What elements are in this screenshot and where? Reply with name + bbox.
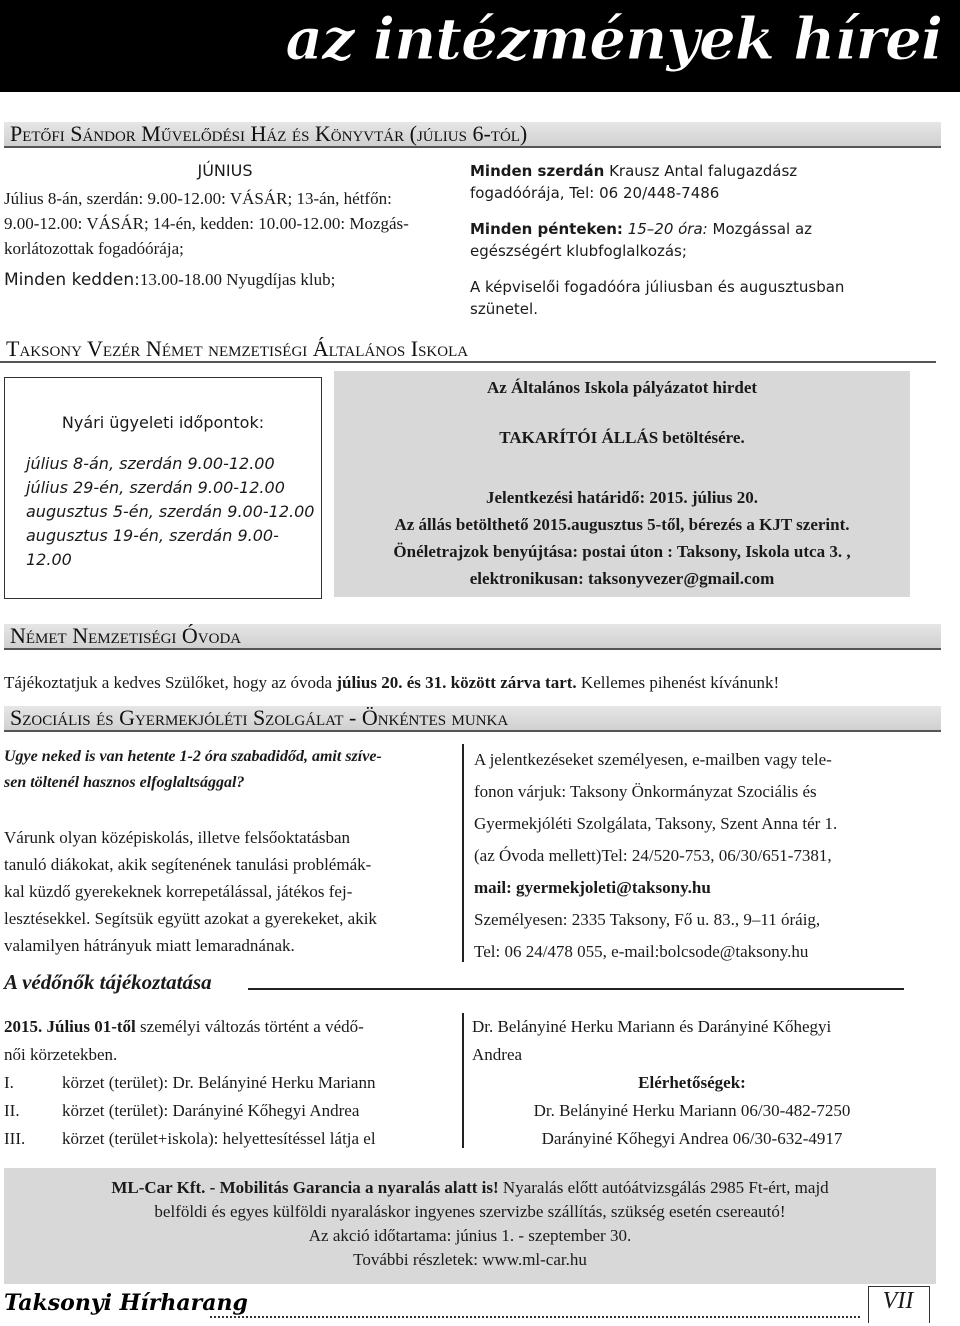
column-divider bbox=[462, 1013, 464, 1148]
ovoda-text: Tájékoztatjuk a kedves Szülőket, hogy az óvoda július 20. és 31. között zárva tart. Kellemes pihenést kívánunk! bbox=[4, 673, 780, 692]
iskola-heading: Taksony Vezér Német nemzetiségi Általános Iskola bbox=[0, 337, 936, 363]
summer-date: július 29-én, szerdán 9.00-12.00 bbox=[26, 478, 285, 497]
district-row: III. körzet (terület+iskola): helyettesítéssel látja el bbox=[4, 1129, 376, 1148]
contact-line: Dr. Belányiné Herku Mariann 06/30-482-7250 bbox=[533, 1101, 851, 1120]
schedule-line: korlátozottak fogadóórája; bbox=[4, 239, 184, 258]
heading-rule bbox=[248, 988, 904, 990]
summer-date: augusztus 19-én, szerdán 9.00-12.00 bbox=[26, 526, 279, 569]
summer-title: Nyári ügyeleti időpontok: bbox=[61, 413, 265, 432]
petofi-right: Minden szerdán Krausz Antal falugazdász fogadóórája, Tel: 06 20/448-7486 Minden pénteken: 15–20 óra: Mozgással az egészségért klubfoglalkozás; A képviselői fogadóóra júliusban és augusztusban szünetel. bbox=[470, 162, 845, 318]
ad-text: ML-Car Kft. - Mobilitás Garancia a nyaralás alatt is! Nyaralás előtt autóátvizsgálás 2985 Ft-ért, majd belföldi és egyes külföldi nyaraláskor ingyenes szervizbe szállítás, szükség esetén csereautó! Az akció időtartama: június 1. - szeptember 30. További részletek: www.ml-car.hu bbox=[111, 1178, 829, 1269]
job-details bbox=[334, 484, 910, 592]
district-row: II. körzet (terület): Darányiné Kőhegyi Andrea bbox=[4, 1101, 360, 1120]
job-line: TAKARÍTÓI ÁLLÁS betöltésére. bbox=[499, 428, 745, 447]
szocialis-heading: Szociális és Gyermekjóléti Szolgálat - Önkéntes munka bbox=[4, 706, 941, 732]
job-line: Az Általános Iskola pályázatot hirdet bbox=[486, 378, 758, 397]
vedono-right: Dr. Belányiné Herku Mariann és Darányiné Kőhegyi Andrea Elérhetőségek: Dr. Belányiné Herku Mariann 06/30-482-7250 Darányiné Kőhegyi Andrea 06/30-632-4917 bbox=[472, 1013, 912, 1153]
petofi-heading: Petőfi Sándor Művelődési Ház és Könyvtár (július 6-tól) bbox=[4, 122, 941, 148]
szocialis-intro: Ugye neked is van hetente 1-2 óra szabadidőd, amit szíve- sen töltenél hasznos elfoglaltsággal? bbox=[4, 748, 382, 791]
page-number: VII bbox=[882, 1288, 914, 1314]
szocialis-right: A jelentkezéseket személyesen, e-mailben vagy tele- fonon várjuk: Taksony Önkormányzat Szociális és Gyermekjóléti Szolgálata, Taksony, Szent Anna tér 1. (az Óvoda mellett)Tel: 24/520-753, 06/30/651-7381, mail: gyermekjoleti@taksony.hu Személyesen: 2335 Taksony, Fő u. 83., 9–11 óráig, Tel: 06 24/478 055, e-mail:bolcsode@taksony.hu bbox=[474, 750, 838, 961]
summer-dates bbox=[26, 452, 322, 572]
schedule-line: Minden kedden:13.00-18.00 Nyugdíjas klub; bbox=[4, 270, 336, 290]
vedono-left: 2015. Július 01-től személyi változás történt a védő- női körzetekben. I. körzet (terület): Dr. Belányiné Herku Mariann II. körzet (terület): Darányiné Kőhegyi Andrea III. körzet (terület+iskola): helyettesítéssel látja el bbox=[4, 1013, 454, 1153]
footer-dots bbox=[210, 1316, 860, 1318]
schedule-line: 9.00-12.00: VÁSÁR; 14-én, kedden: 10.00-12.00: Mozgás- bbox=[4, 214, 409, 233]
job-line: elektronikusan: taksonyvezer@gmail.com bbox=[469, 569, 775, 588]
section-title: az intézmények hírei bbox=[285, 5, 942, 73]
petofi-schedule bbox=[4, 186, 454, 293]
contact-line: Darányiné Kőhegyi Andrea 06/30-632-4917 bbox=[541, 1129, 843, 1148]
summer-date: július 8-án, szerdán 9.00-12.00 bbox=[26, 454, 275, 473]
job-line: Jelentkezési határidő: 2015. július 20. bbox=[486, 488, 758, 507]
summer-date: augusztus 5-én, szerdán 9.00-12.00 bbox=[26, 502, 315, 521]
szocialis-body: Várunk olyan középiskolás, illetve felsőoktatásban tanuló diákokat, akik segítenének tanulási problémák- kal küzdő gyerekeknek korrepetálással, játékos fej- lesztésekkel. Segítsük együtt azokat a gyerekeket, akik valamilyen hátrányuk miatt lemaradnának. bbox=[4, 828, 377, 955]
ovoda-heading: Német Nemzetiségi Óvoda bbox=[4, 624, 941, 650]
schedule-line: Július 8-án, szerdán: 9.00-12.00: VÁSÁR; 13-án, hétfőn: bbox=[4, 189, 392, 208]
district-row: I. körzet (terület): Dr. Belányiné Herku Mariann bbox=[4, 1073, 376, 1092]
footer-brand: Taksonyi Hírharang bbox=[4, 1290, 248, 1316]
job-line: Önéletrajzok benyújtása: postai úton : Taksony, Iskola utca 3. , bbox=[393, 542, 851, 561]
contact-title: Elérhetőségek: bbox=[638, 1073, 746, 1092]
petofi-month: JÚNIUS bbox=[197, 161, 253, 180]
vedono-heading: A védőnők tájékoztatása bbox=[4, 970, 212, 994]
column-divider bbox=[462, 744, 464, 962]
job-line: Az állás betölthető 2015.augusztus 5-től, bérezés a KJT szerint. bbox=[394, 515, 850, 534]
